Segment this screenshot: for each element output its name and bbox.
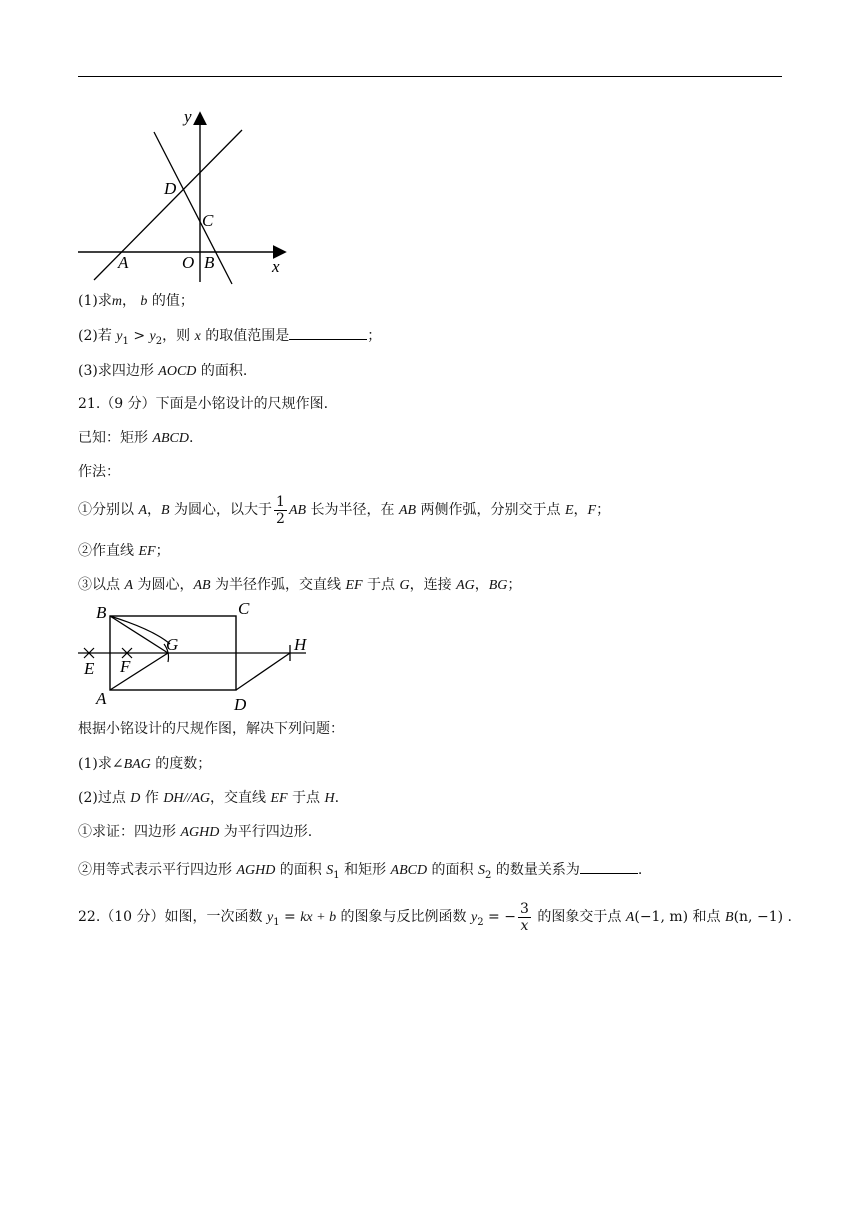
label-y: y	[184, 107, 192, 126]
q21-step1: ①分别以 A，B 为圆心，以大于 $\frac{1}{2}$ AB 长为半径，在 AB 两侧作弧，分别交于点 E，F；	[78, 493, 611, 527]
label2-D: D	[234, 695, 247, 714]
line-y1	[94, 130, 242, 280]
q21-step2: ②作直线 EF；	[78, 543, 170, 559]
label2-A: A	[96, 689, 107, 708]
arc-G	[110, 616, 170, 644]
label-x: x	[272, 257, 280, 276]
label-D: D	[164, 179, 177, 198]
q21-step3: ③以点 A 为圆心，AB 为半径作弧，交直线 EF 于点 G，连接 AG，BG；	[78, 577, 522, 593]
segment-AG	[110, 653, 168, 690]
segment-DH	[236, 653, 290, 690]
label-O: O	[182, 253, 195, 272]
label2-H: H	[294, 635, 307, 654]
header-rule	[78, 76, 782, 77]
label-C: C	[202, 211, 214, 230]
figure-coordinate-lines	[76, 104, 292, 286]
q21-known: 已知：矩形 ABCD.	[78, 430, 194, 446]
q22-stem: 22.（10 分）如图，一次函数 $y_1$ = kx + b 的图象与反比例函数 $y_2$ = − $\frac{3}{x}$ 的图象交于点 A(−1, m) 和点 B(n, −1) .	[78, 900, 792, 934]
q21-title: 21.（9 分）下面是小铭设计的尺规作图.	[78, 396, 329, 412]
label2-E: E	[84, 659, 95, 678]
q21-q1: (1)求∠BAG 的度数；	[78, 756, 212, 772]
q21-c1: ①求证：四边形 AGHD 为平行四边形.	[78, 824, 313, 840]
q20-part3: (3)求四边形 AOCD 的面积.	[78, 363, 248, 379]
q20-part2: (2)若 $y_1 > y_2$，则 x 的取值范围是 ；	[78, 328, 382, 347]
label2-C: C	[238, 599, 250, 618]
label2-F: F	[120, 657, 131, 676]
fraction-half: $\frac{1}{2}$	[276, 493, 285, 527]
label-B: B	[204, 253, 215, 272]
q21-method: 作法：	[78, 464, 120, 480]
fraction-3-over-x: $\frac{3}{x}$	[519, 900, 529, 934]
q20-part1: (1)求m， b 的值；	[78, 293, 194, 309]
figure-rectangle-construction	[76, 598, 316, 714]
q21-q2: (2)过点 D 作 DH//AG，交直线 EF 于点 H.	[78, 790, 340, 806]
q21-c2: ②用等式表示平行四边形 AGHD 的面积 $S_1$ 和矩形 ABCD 的面积 $S_2$ 的数量关系为 .	[78, 862, 643, 881]
segment-BG	[110, 616, 168, 653]
label-A: A	[118, 253, 129, 272]
label2-G: G	[166, 635, 179, 654]
answer-blank	[289, 326, 367, 340]
label2-B: B	[96, 603, 107, 622]
q21-solve-intro: 根据小铭设计的尺规作图，解决下列问题：	[78, 721, 344, 737]
answer-blank-2	[580, 860, 638, 874]
